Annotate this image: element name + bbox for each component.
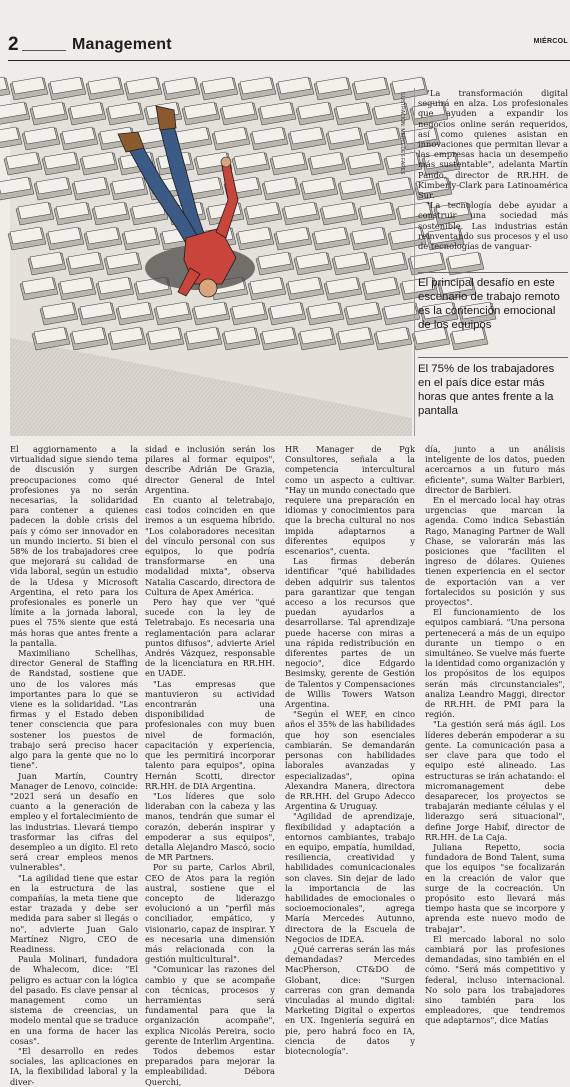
paragraph: El funcionamiento de los equipos cambiará. "Una persona pertenecerá a más de un equipo durante un tiempo o en simultáneo. Se vuelve más fuerte la identidad como organización y los propósitos de los equipos serán más circunstanciales", analiza Leandro Maggi, director de RR.HH. de PMI para la región. — [425, 607, 565, 720]
paragraph: "Comunicar las razones del cambio y que se acompañe con técnicas, procesos y herramientas será fundamental para que la organización acompañe", explica Nicolás Pereira, socio gerente de Interlim Argentina. — [145, 964, 275, 1046]
paragraph: "Agilidad de aprendizaje, flexibilidad y adaptación a entornos cambiantes, trabajo en equipo, empatía, humildad, resiliencia, creatividad y habilidades comunicacionales son claves. Sin dejar de lado la importancia de las habilidades de emocionales o socioemocionales", agrega María Mercedes Autunno, directora de la Escuela de Negocios de IDEA. — [285, 811, 415, 944]
paragraph: "La agilidad tiene que estar en la estructura de las compañías, la meta tiene que estar trazada y debe ser medida para saber si llegás o no", advierte Juan Galo Martínez Nigro, CEO de Readiness. — [10, 872, 138, 954]
paragraph: Pero hay que ver "qué sucede con la ley de Teletrabajo. Es necesaria una reglamentación para aclarar puntos difusos", advierte Ariel Andrés Vázquez, responsable de la licenciatura en RR.HH. en UADE. — [145, 597, 275, 679]
paragraph: "La tecnología debe ayudar a construir una sociedad más sostenible. Las industrias están reinventando sus procesos y el uso de tecnologías de vanguar- — [418, 200, 568, 252]
article-column-1 — [10, 444, 138, 1087]
section-title: Management — [72, 36, 172, 53]
paragraph: El mercado laboral no solo cambiará por las profesiones demandadas, sino también en el cómo. "Será más competitivo y federal, incluso internacional. No solo para los trabajadores sino también para los empleadores, que tendremos que adaptarnos", dice Matías — [425, 933, 565, 1026]
column-divider — [414, 88, 415, 436]
paragraph: "La gestión será más ágil. Los líderes deberán empoderar a su gente. La comunicación pasa a ser clave para que todo el equipo esté alineado. Las estructuras se irán achatando: el micromanagement debe desaparecer, los proyectos se trabajarán mediante células y el liderazgo será situacional", define Jorge Habif, director de RR.HH. de La Caja. — [425, 719, 565, 842]
paragraph: En el mercado local hay otras urgencias que marcan la agenda. Como indica Sebastián Rago, Managing Partner de Wall Chase, se valorarán más las posiciones que "faciliten el ingreso de dólares. Quienes tienen experiencia en el sector de exportación van a ver fortalecidos su posición y sus proyectos". — [425, 495, 565, 608]
paragraph: Paula Molinari, fundadora de Whalecom, dice: "El peligro es actuar con la lógica del pasado. Es clave pensar al management como un sistema de creencias, un modelo mental que se traduce en una forma de hacer las cosas". — [10, 954, 138, 1046]
article-column-3 — [285, 444, 415, 1056]
illustration-credit: ILUSTRACIÓN: MERCEDES FARES — [399, 92, 405, 175]
paragraph: Juan Martín, Country Manager de Lenovo, coincide: "2021 será un desafío en cuanto a la generación de empleo y el fortalecimiento de las industrias. Llevará tiempo trasformar las cifras del desempleo a un dígito. El reto será crear empleos menos vulnerables". — [10, 770, 138, 873]
paragraph: Todos debemos estar preparados para mejorar la empleabilidad. Débora Querchi, — [145, 1045, 275, 1087]
article-column-4 — [425, 444, 565, 1024]
pull-quote-rule — [418, 272, 568, 273]
paragraph: "El desarrollo en redes sociales, las aplicaciones en IA, la flexibilidad laboral y la diver- — [10, 1045, 138, 1087]
paragraph: Las firmas deberán identificar "qué habilidades deben adquirir sus talentos para garantizar que tengan acceso a los recursos que puedan ayudarlos a desarrollarse. Tal aprendizaje puede hacerse con miras a una rápida redistribución en diferentes partes de un negocio", dice Edgardo Besimsky, gerente de Gestión de Talentos y Compensaciones de Willis Towers Watson Argentina. — [285, 556, 415, 710]
pull-quote-rule — [418, 357, 568, 358]
paragraph: ¿Qué carreras serán las más demandadas? Mercedes MacPherson, CT&DO de Globant, dice: "Surgen carreras con gran demanda vinculadas al mundo digital: Marketing Digital o expertos en UX. Ingeniería seguirá en pie, pero habrá foco en IA, ciencia de datos y biotecnología". — [285, 943, 415, 1056]
paragraph: "Según el WEF, en cinco años el 35% de las habilidades que hoy son esenciales cambiarán. Se demandarán personas con habilidades laborales avanzadas y especializadas", opina Alexandra Manera, directora de RR.HH. del Grupo Adecco Argentina & Uruguay. — [285, 709, 415, 812]
paragraph: "Las empresas que mantuvieron su actividad encontrarán una disponibilidad de profesionales con muy buen nivel de formación, capacitación y experiencia, que les permitirá incorporar talento para equipos", opina Hernán Scotti, director RR.HH. de DIA Argentina. — [145, 678, 275, 791]
paragraph: "La transformación digital seguirá en alza. Los profesionales que ayuden a expandir los negocios online serán requeridos, así como quienes asistan en innovaciones que permitan llevar a las empresas hacia un desempeño más sustentable", adelanta Martín Pando, director de RR.HH. de Kimberly-Clark para Latinoamérica Sur. — [418, 88, 568, 201]
keyboard-illustration — [10, 88, 412, 436]
background-watermark — [470, 0, 570, 30]
sidebar-article-text — [418, 88, 568, 270]
page-number: 2 — [8, 34, 19, 55]
pull-quote: El 75% de los trabajadores en el país dice estar más horas que antes frente a la pantalla — [418, 363, 555, 417]
page-header — [0, 0, 570, 60]
article-column-2 — [145, 444, 275, 1087]
paragraph: sidad e inclusión serán los pilares al formar equipos", describe Adrián De Grazia, director General de Intel Argentina. — [145, 444, 275, 495]
paragraph: Juliana Repetto, socia fundadora de Bond Talent, suma que los equipos "se focalizarán en la creación de valor que surge de la cocreación. Un propósito esto llevará más tiempo hasta que se incorpore y aprenda este nuevo modo de trabajar". — [425, 841, 565, 934]
header-date: MIÉRCOL — [533, 38, 568, 45]
header-divider — [22, 50, 66, 51]
paragraph: Maximiliano Schellhas, director General de Staffing de Randstad, sostiene que uno de los valores más importantes para lo que se viene es la solidaridad. "Las firmas y el Estado deben tener consciencia que para sostener los puestos de trabajo será preciso hacer algo para la gente que no lo tiene". — [10, 648, 138, 771]
paragraph: El aggiornamento a la virtualidad sigue siendo tema de discusión y surgen preocupaciones como qué profesiones ya no serán necesarias, la solidaridad para contener a quienes padecen la doble crisis del país y cómo ser innovador en un mundo incierto. Si bien el 58% de los trabajadores cree que mejorará su calidad de vida laboral, según un estudio de la Udesa y Microsoft Argentina, el reto para los profesionales es ponerle un límite a la jornada laboral, pues el 75% siente que está más horas que antes frente a la pantalla. — [10, 444, 138, 648]
paragraph: En cuanto al teletrabajo, casi todos coinciden en que iremos a un esquema híbrido. "Los colaboradores necesitan del vínculo personal con sus equipos, lo que podría transformarse en una modalidad mixta", observa Natalia Cascardo, directora de Cultura de Apex América. — [145, 495, 275, 597]
header-rule — [8, 60, 570, 61]
paragraph: "Los líderes que solo lideraban con la cabeza y las manos, tendrán que sumar el corazón, deberán inspirar y empoderar a sus equipos", detalla Alejandro Mascó, socio de MR Partners. — [145, 790, 275, 863]
paragraph: HR Manager de Pgk Consultores, señala a la competencia intercultural como un aspecto a cultivar. "Hay un mundo conectado que requiere una preparación en idiomas y conocimientos para que la brecha cultural no nos impida adaptarnos a diferentes equipos y escenarios", cuenta. — [285, 444, 415, 557]
paragraph: día, junto a un análisis inteligente de los datos, pueden acercarnos a un futuro más eficiente", suma Walter Barbieri, director de Barbieri. — [425, 444, 565, 495]
paragraph: Por su parte, Carlos Abril, CEO de Atos para la región austral, sostiene que el concepto de liderazgo evolucionó a un "perfil más conciliador, empático, y visionario, capaz de inspirar. Y es necesaria una dimensión más relacionada con la gestión multicultural". — [145, 862, 275, 965]
pull-quote: El principal desafío en este escenario de trabajo remoto es la contención emocional de los equipos — [418, 277, 560, 331]
